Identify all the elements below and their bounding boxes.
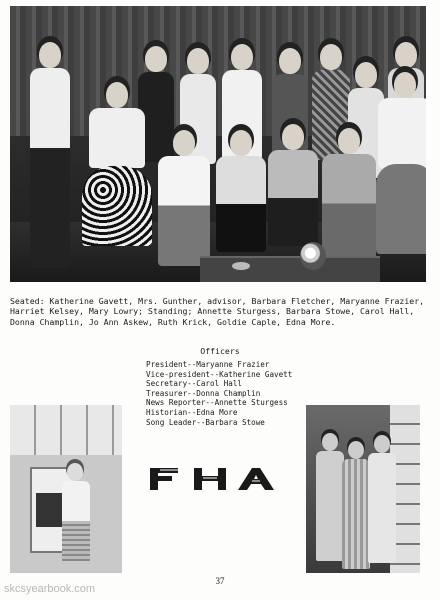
person bbox=[376, 72, 426, 272]
cabinets bbox=[10, 405, 122, 455]
person bbox=[156, 130, 212, 270]
officers-heading: Officers bbox=[200, 346, 240, 356]
officer-vice-president: Vice-president--Katherine Gavett bbox=[146, 369, 293, 379]
fha-emblem-icon bbox=[148, 464, 278, 492]
site-watermark: skcsyearbook.com bbox=[4, 583, 96, 595]
person bbox=[368, 435, 396, 565]
person bbox=[82, 82, 152, 282]
group-photo bbox=[10, 6, 426, 282]
person-cooking bbox=[62, 463, 90, 563]
officer-treasurer: Treasurer--Donna Champlin bbox=[146, 388, 261, 398]
ashtray bbox=[232, 262, 250, 270]
person bbox=[28, 42, 72, 272]
kitchen-photo bbox=[10, 405, 122, 573]
officer-song-leader: Song Leader--Barbara Stowe bbox=[146, 417, 265, 427]
group-photo-caption: Seated: Katherine Gavett, Mrs. Gunther, advisor, Barbara Fletcher, Maryanne Frazier, Harriet Kelsey, Mary Lowry; Standing; Annette Sturgess, Barbara Stowe, Carol Hall, Donna Champlin, Jo Ann Askew, Ruth Krick, Goldie Caple, Edna More. bbox=[10, 296, 429, 327]
page-number: 37 bbox=[215, 576, 225, 586]
officer-news-reporter: News Reporter--Annette Sturgess bbox=[146, 398, 288, 408]
coffee-table bbox=[200, 256, 380, 282]
flower-vase bbox=[300, 242, 326, 270]
demonstration-photo bbox=[306, 405, 420, 573]
officers-list bbox=[146, 360, 292, 427]
person bbox=[214, 130, 268, 260]
person bbox=[266, 124, 320, 254]
person bbox=[320, 128, 378, 268]
person bbox=[316, 433, 344, 563]
officer-historian: Historian--Edna More bbox=[146, 407, 238, 417]
officer-secretary: Secretary--Carol Hall bbox=[146, 379, 243, 389]
officer-president: President--Maryanne Frazier bbox=[146, 360, 270, 369]
person bbox=[342, 441, 370, 571]
